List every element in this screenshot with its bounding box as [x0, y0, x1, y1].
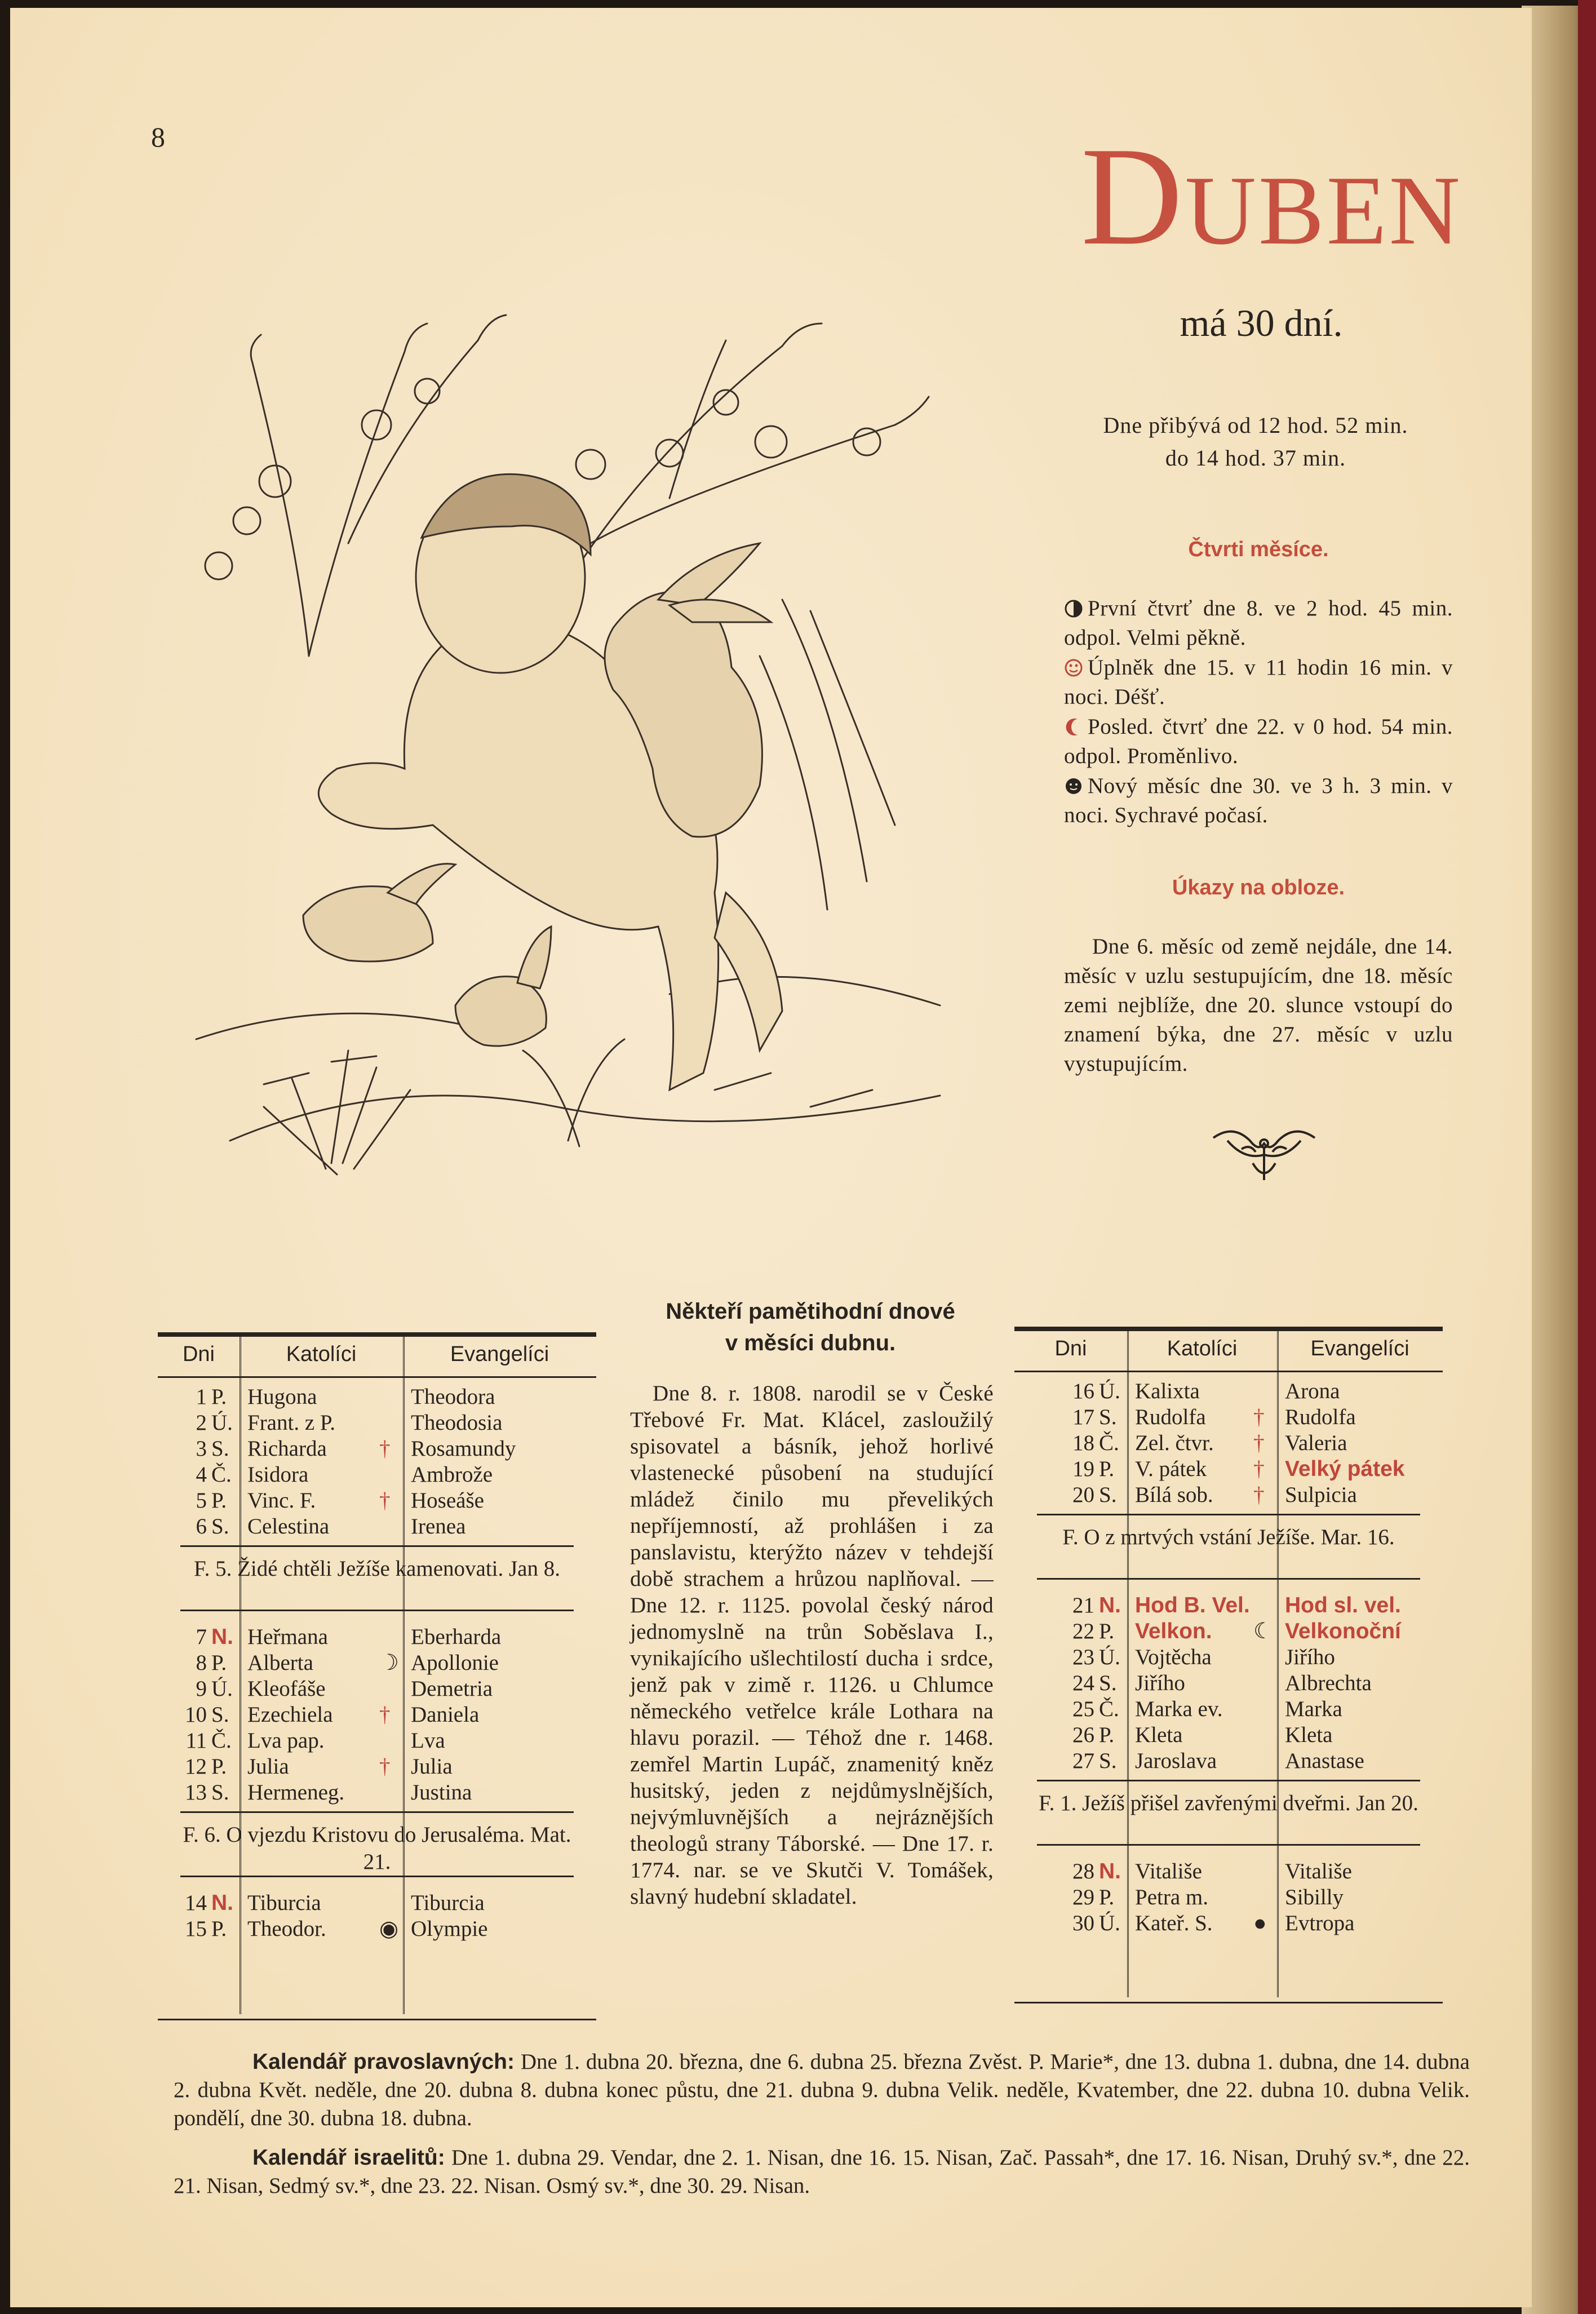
catholic-name: Alberta — [247, 1651, 313, 1675]
day-number: 12 — [185, 1754, 207, 1779]
left-table-day-row — [158, 1702, 596, 1728]
weekday: N. — [211, 1625, 233, 1649]
day-mark: ☾ — [1253, 1619, 1273, 1643]
day-mark: † — [379, 1754, 391, 1779]
left-table-day-row — [158, 1514, 596, 1540]
phase-text: Posled. čtvrť dne 22. v 0 hod. 54 min. odpol. Proměnlivo. — [1064, 715, 1453, 768]
catholic-name: Hermeneg. — [247, 1780, 345, 1805]
left-table-day-row — [158, 1890, 596, 1916]
catholic-name: Velkon. — [1135, 1619, 1212, 1643]
evangelical-name: Velký pátek — [1285, 1457, 1405, 1481]
day-mark: ◉ — [379, 1917, 399, 1941]
right-table-day-row — [1014, 1378, 1443, 1404]
evangelical-name: Valeria — [1285, 1431, 1347, 1455]
weekday: N. — [1099, 1593, 1121, 1617]
evangelical-name: Marka — [1285, 1697, 1342, 1721]
phase-new-moon — [1064, 772, 1453, 830]
day-number: 11 — [185, 1728, 207, 1753]
day-number: 25 — [1072, 1697, 1094, 1721]
left-table-day-row — [158, 1488, 596, 1514]
left-table-day-row — [158, 1754, 596, 1780]
day-mark: † — [1253, 1431, 1265, 1455]
catholic-name: Marka ev. — [1135, 1697, 1223, 1721]
catholic-name: Kleta — [1135, 1723, 1183, 1747]
memorable-days-heading — [653, 1296, 968, 1359]
evangelical-name: Tiburcia — [411, 1891, 485, 1915]
weekday: S. — [1099, 1749, 1117, 1773]
phase-first-quarter — [1064, 594, 1453, 653]
right-table-day-row — [1014, 1885, 1443, 1910]
evangelical-name: Evtropa — [1285, 1911, 1355, 1935]
right-table-header-rule — [1014, 1371, 1443, 1372]
catholic-name: Celestina — [247, 1514, 330, 1539]
day-number: 15 — [185, 1917, 207, 1941]
catholic-name: Isidora — [247, 1462, 309, 1487]
catholic-name: Theodor. — [247, 1917, 326, 1941]
month-rest: UBEN — [1185, 156, 1462, 265]
orthodox-label: Kalendář pravoslavných: — [252, 2050, 515, 2074]
day-number: 30 — [1072, 1911, 1094, 1935]
day-number: 13 — [185, 1780, 207, 1805]
catholic-name: Hod B. Vel. — [1135, 1593, 1250, 1617]
day-number: 7 — [196, 1625, 207, 1649]
right-table-day-row — [1014, 1696, 1443, 1722]
left-table-header-days: Dni — [182, 1342, 215, 1366]
evangelical-name: Ambrože — [411, 1462, 493, 1487]
phase-text: Úplněk dne 15. v 11 hodin 16 min. v noci. Déšť. — [1064, 655, 1453, 709]
catholic-name: Rudolfa — [1135, 1405, 1206, 1429]
day-number: 24 — [1072, 1671, 1094, 1695]
day-mark: † — [1253, 1457, 1265, 1481]
day-number: 22 — [1072, 1619, 1094, 1643]
right-table-day-row — [1014, 1593, 1443, 1619]
day-number: 26 — [1072, 1723, 1094, 1747]
catholic-name: Bílá sob. — [1135, 1483, 1213, 1507]
left-table-feast-note-2: F. 6. O vjezdu Kristovu do Jerusaléma. Mat. 21. — [183, 1823, 571, 1874]
day-number: 16 — [1072, 1379, 1094, 1403]
day-number: 10 — [185, 1703, 207, 1727]
weekday: Ú. — [1099, 1645, 1120, 1669]
left-table-note-rule — [180, 1545, 574, 1547]
new-moon-icon — [1064, 777, 1083, 796]
book-cover-edge — [1578, 0, 1596, 2314]
right-table-day-row — [1014, 1644, 1443, 1670]
day-number: 27 — [1072, 1749, 1094, 1773]
right-table-day-row — [1014, 1910, 1443, 1936]
catholic-name: Ezechiela — [247, 1703, 333, 1727]
ornament-icon — [1211, 1121, 1318, 1186]
day-number: 17 — [1072, 1405, 1094, 1429]
day-number: 8 — [196, 1651, 207, 1675]
catholic-name: Zel. čtvr. — [1135, 1431, 1214, 1455]
day-mark: † — [1253, 1483, 1265, 1507]
evangelical-name: Albrechta — [1285, 1671, 1372, 1695]
evangelical-name: Julia — [411, 1754, 453, 1779]
weekday: S. — [211, 1703, 229, 1727]
day-number: 1 — [196, 1385, 207, 1409]
right-table-header-catholic: Katolíci — [1167, 1337, 1238, 1360]
day-mark: ☽ — [379, 1651, 399, 1675]
weekday: Č. — [211, 1728, 232, 1753]
jewish-label: Kalendář israelitů: — [252, 2145, 445, 2170]
catholic-name: Petra m. — [1135, 1885, 1208, 1909]
phenomena-text: Dne 6. měsíc od země nejdále, dne 14. měsíc v uzlu sestupujícím, dne 18. měsíc zemi nejblíže, dne 20. slunce vstoupí do znamení býka, dne 27. měsíc v uzlu vystupujícím. — [1064, 934, 1453, 1076]
first-quarter-icon — [1064, 599, 1083, 618]
daylight-line-2: do 14 hod. 37 min. — [1165, 445, 1346, 471]
evangelical-name: Kleta — [1285, 1723, 1333, 1747]
catholic-name: Lva pap. — [247, 1728, 325, 1753]
day-number: 4 — [196, 1462, 207, 1487]
right-table-day-row — [1014, 1482, 1443, 1508]
day-number: 20 — [1072, 1483, 1094, 1507]
month-title — [1081, 118, 1462, 274]
day-mark: † — [379, 1703, 391, 1727]
calendar-page — [10, 8, 1532, 2307]
day-number: 29 — [1072, 1885, 1094, 1909]
day-number: 14 — [185, 1891, 207, 1915]
day-number: 28 — [1072, 1859, 1094, 1883]
day-mark: † — [1253, 1405, 1265, 1429]
day-number: 19 — [1072, 1457, 1094, 1481]
day-number: 18 — [1072, 1431, 1094, 1455]
evangelical-name: Arona — [1285, 1379, 1340, 1403]
catholic-name: Kateř. S. — [1135, 1911, 1213, 1935]
weekday: P. — [211, 1754, 227, 1779]
left-table-feast-note-1: F. 5. Židé chtěli Ježíše kamenovati. Jan 8. — [194, 1557, 560, 1581]
weekday: P. — [211, 1651, 227, 1675]
right-table-note-rule — [1037, 1514, 1420, 1515]
catholic-name: Hugona — [247, 1385, 317, 1409]
weekday: N. — [1099, 1859, 1121, 1883]
left-table-header-rule — [158, 1376, 596, 1378]
evangelical-name: Velkonoční — [1285, 1619, 1401, 1643]
weekday: P. — [1099, 1619, 1115, 1643]
weekday: S. — [211, 1780, 229, 1805]
evangelical-name: Irenea — [411, 1514, 466, 1539]
day-number: 6 — [196, 1514, 207, 1539]
catholic-name: Jiřího — [1135, 1671, 1185, 1695]
evangelical-name: Theodosia — [411, 1411, 503, 1435]
catholic-name: Julia — [247, 1754, 289, 1779]
weekday: S. — [1099, 1671, 1117, 1695]
catholic-name: Vinc. F. — [247, 1488, 316, 1513]
day-mark: ● — [1253, 1911, 1267, 1935]
weekday: N. — [211, 1891, 233, 1915]
left-table-header-evangelical: Evangelíci — [450, 1342, 549, 1366]
day-number: 5 — [196, 1488, 207, 1513]
phase-text: První čtvrť dne 8. ve 2 hod. 45 min. odpol. Velmi pěkně. — [1064, 596, 1453, 650]
day-number: 9 — [196, 1677, 207, 1701]
right-table-header-days: Dni — [1054, 1337, 1087, 1360]
evangelical-name: Jiřího — [1285, 1645, 1335, 1669]
left-table-day-row — [158, 1728, 596, 1754]
evangelical-name: Rosamundy — [411, 1437, 516, 1461]
left-table-note-rule — [180, 1876, 574, 1877]
right-table-day-row — [1014, 1722, 1443, 1748]
left-table-header-catholic: Katolíci — [286, 1342, 357, 1366]
right-table-day-row — [1014, 1748, 1443, 1774]
left-table-note-rule — [180, 1811, 574, 1813]
moon-phases-heading: Čtvrti měsíce. — [1188, 538, 1329, 561]
left-table-day-row — [158, 1650, 596, 1676]
daylight-info — [1058, 409, 1453, 475]
phase-last-quarter — [1064, 712, 1453, 771]
evangelical-name: Sulpicia — [1285, 1483, 1357, 1507]
memorable-days-text: Dne 8. r. 1808. narodil se v České Třebové Fr. Mat. Klácel, zasloužilý spisovatel a básník, jehož horlivé vlastenecké působení na studující mládež činilo mu převelikých nepříjemností, až prohlášen i za panslavistu, kterýžto název v tehdejší době strachem a hrůzou naplňoval. — Dne 12. r. 1125. povolal český národ jednomyslně na trůn Soběslava I., vynikajícího ušlechtilostí ducha i srdce, jenž pak v zimě r. 1126. u Chlumce německého vetřelce krále Lothara na hlavu porazil. — Téhož dne r. 1468. zemřel Martin Lupáč, znamenitý kněz husitský, jeden z nejdůmyslnějších, nejvýmluvnějších a nejráznějších theologů strany Táborské. — Dne 17. r. 1774. nar. se ve Skutči V. Tomášek, slavný hudební skladatel. — [630, 1381, 994, 1909]
left-table-day-row — [158, 1916, 596, 1942]
weekday: P. — [1099, 1723, 1115, 1747]
evangelical-name: Eberharda — [411, 1625, 502, 1649]
weekday: P. — [211, 1917, 227, 1941]
daylight-line-1: Dne přibývá od 12 hod. 52 min. — [1103, 413, 1408, 438]
phenomena-heading: Úkazy na obloze. — [1172, 876, 1345, 899]
phase-full-moon — [1064, 653, 1453, 712]
jewish-calendar — [174, 2144, 1470, 2200]
left-table-day-row — [158, 1410, 596, 1436]
catholic-name: Frant. z P. — [247, 1411, 335, 1435]
catholic-name: V. pátek — [1135, 1457, 1207, 1481]
weekday: Ú. — [1099, 1379, 1120, 1403]
right-table-day-row — [1014, 1619, 1443, 1644]
day-number: 2 — [196, 1411, 207, 1435]
full-moon-icon — [1064, 658, 1083, 677]
orthodox-calendar — [174, 2048, 1470, 2133]
catholic-name: Vojtěcha — [1135, 1645, 1212, 1669]
right-table-header-evangelical: Evangelíci — [1310, 1337, 1409, 1360]
evangelical-name: Hoseáše — [411, 1488, 484, 1513]
day-number: 21 — [1072, 1593, 1094, 1617]
day-number: 23 — [1072, 1645, 1094, 1669]
evangelical-name: Apollonie — [411, 1651, 499, 1675]
month-days: má 30 dní. — [1180, 302, 1343, 344]
evangelical-name: Anastase — [1285, 1749, 1364, 1773]
page-number: 8 — [151, 121, 165, 153]
right-table-day-row — [1014, 1430, 1443, 1456]
catholic-name: Kleofáše — [247, 1677, 326, 1701]
day-number: 3 — [196, 1437, 207, 1461]
left-table-day-row — [158, 1780, 596, 1806]
weekday: Č. — [1099, 1431, 1119, 1455]
right-table-day-row — [1014, 1456, 1443, 1482]
weekday: S. — [211, 1437, 229, 1461]
evangelical-name: Rudolfa — [1285, 1405, 1356, 1429]
catholic-name: Heřmana — [247, 1625, 328, 1649]
weekday: Ú. — [1099, 1911, 1120, 1935]
right-table-day-row — [1014, 1404, 1443, 1430]
weekday: P. — [211, 1385, 227, 1409]
evangelical-name: Theodora — [411, 1385, 495, 1409]
left-table-day-row — [158, 1676, 596, 1702]
catholic-name: Jaroslava — [1135, 1749, 1217, 1773]
catholic-name: Richarda — [247, 1437, 327, 1461]
left-table-day-row — [158, 1462, 596, 1488]
evangelical-name: Daniela — [411, 1703, 480, 1727]
evangelical-name: Demetria — [411, 1677, 493, 1701]
day-mark: † — [379, 1437, 391, 1461]
last-quarter-icon — [1064, 717, 1083, 737]
evangelical-name: Hod sl. vel. — [1285, 1593, 1401, 1617]
evangelical-name: Justina — [411, 1780, 472, 1805]
memorable-heading-line-1: Někteří pamětihodní dnové — [666, 1299, 955, 1324]
right-table-feast-note-1: F. O z mrtvých vstání Ježíše. Mar. 16. — [1062, 1525, 1395, 1549]
weekday: Č. — [1099, 1697, 1119, 1721]
weekday: S. — [211, 1514, 229, 1539]
weekday: P. — [211, 1488, 227, 1513]
right-table-note-rule — [1037, 1578, 1420, 1580]
left-table-day-row — [158, 1384, 596, 1410]
weekday: Č. — [211, 1462, 232, 1487]
left-table-day-row — [158, 1624, 596, 1650]
weekday: P. — [1099, 1885, 1115, 1909]
right-table-day-row — [1014, 1670, 1443, 1696]
weekday: Ú. — [211, 1677, 233, 1701]
right-table-feast-note-2: F. 1. Ježíš přišel zavřenými dveřmi. Jan 20. — [1039, 1791, 1418, 1815]
phase-text: Nový měsíc dne 30. ve 3 h. 3 min. v noci. Sychravé počasí. — [1064, 774, 1453, 827]
evangelical-name: Olympie — [411, 1917, 488, 1941]
month-initial: D — [1081, 118, 1185, 274]
left-table-day-row — [158, 1436, 596, 1462]
evangelical-name: Sibilly — [1285, 1885, 1344, 1909]
orthodox-text: Dne 1. dubna 20. března, dne 6. dubna 25. března Zvěst. P. Marie*, dne 13. dubna 1. dubna, dne 14. dubna 2. dubna Květ. neděle, dne 20. dubna 8. dubna konec půstu, dne 21. dubna 9. dubna Velik. neděle, Kvatember, dne 22. dubna 10. dubna Velik. pondělí, dne 30. dubna 18. dubna. — [174, 2050, 1470, 2130]
weekday: S. — [1099, 1483, 1117, 1507]
left-table-note-rule — [180, 1610, 574, 1611]
weekday: P. — [1099, 1457, 1115, 1481]
day-mark: † — [379, 1488, 391, 1513]
catholic-name: Kalixta — [1135, 1379, 1200, 1403]
right-table-note-rule — [1037, 1844, 1420, 1846]
right-table-day-row — [1014, 1859, 1443, 1885]
evangelical-name: Lva — [411, 1728, 445, 1753]
catholic-name: Tiburcia — [247, 1891, 321, 1915]
jewish-text: Dne 1. dubna 29. Vendar, dne 2. 1. Nisan, dne 16. 15. Nisan, Zač. Passah*, dne 17. 16. Nisan, Druhý sv.*, dne 22. 21. Nisan, Sedmý sv.*, dne 23. 22. Nisan. Osmý sv.*, dne 30. 29. Nisan. — [174, 2145, 1470, 2198]
evangelical-name: Vitališe — [1285, 1859, 1352, 1883]
right-table-note-rule — [1037, 1780, 1420, 1781]
weekday: S. — [1099, 1405, 1117, 1429]
weekday: Ú. — [211, 1411, 233, 1435]
memorable-heading-line-2: v měsíci dubnu. — [725, 1331, 896, 1355]
cherub-with-rabbits-illustration — [162, 261, 979, 1208]
catholic-name: Vitališe — [1135, 1859, 1202, 1883]
